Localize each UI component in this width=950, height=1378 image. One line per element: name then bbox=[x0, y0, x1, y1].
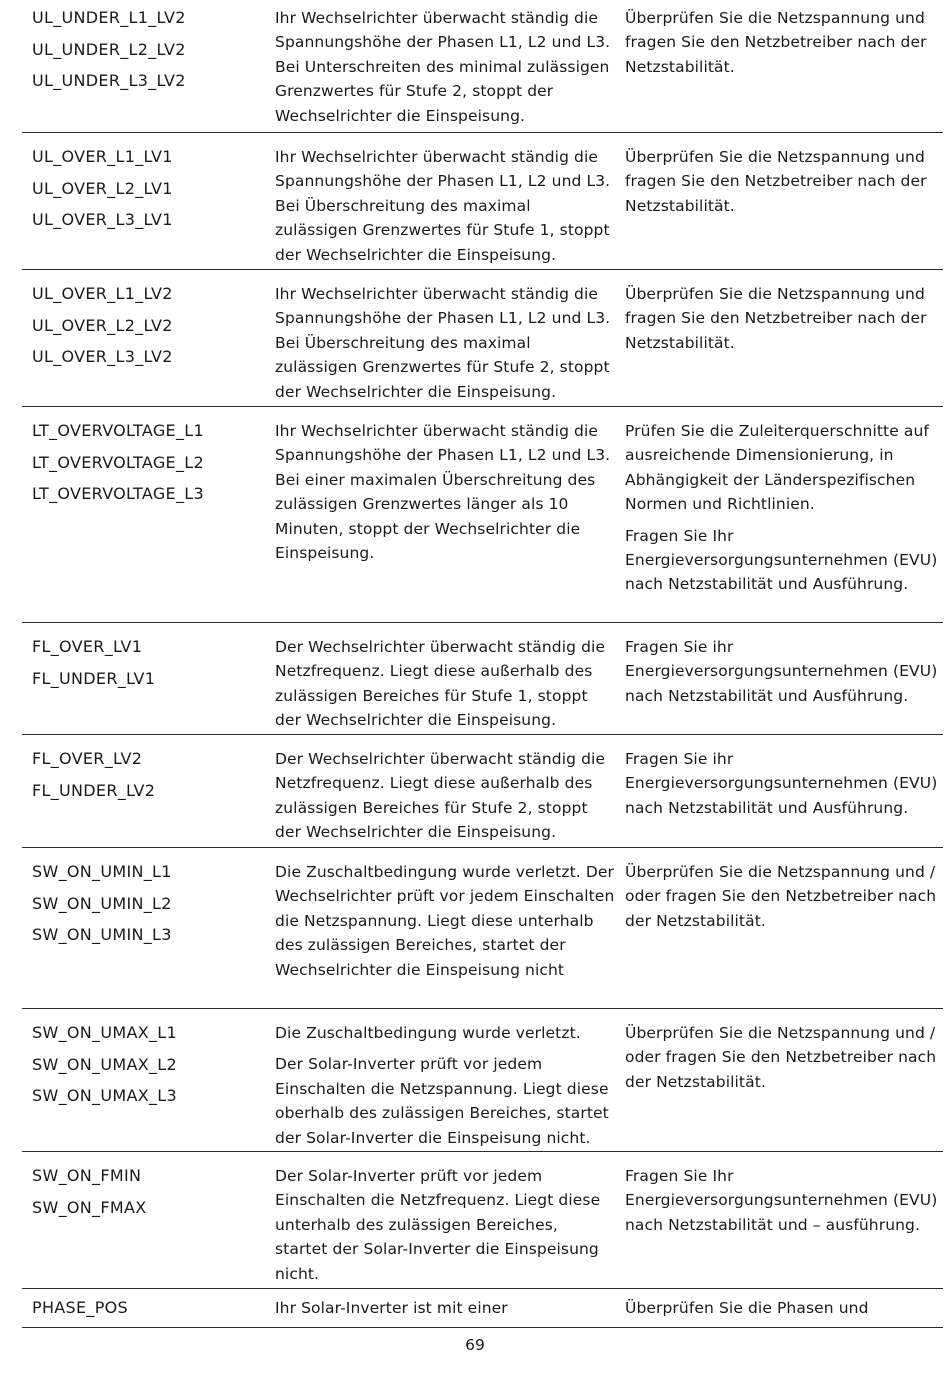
action-text: Fragen Sie ihr Energieversorgungsunternehmen (EVU) nach Netzstabilität und Ausführung. bbox=[625, 750, 938, 817]
error-code: UL_OVER_L2_LV1 bbox=[32, 178, 173, 198]
error-code-cell bbox=[22, 631, 265, 734]
error-code-cell bbox=[22, 1017, 265, 1151]
error-code: SW_ON_UMAX_L2 bbox=[32, 1054, 177, 1074]
description-text: Ihr Wechselrichter überwacht ständig die Spannungshöhe der Phasen L1, L2 und L3. Bei einer maximalen Überschreitung des zulässigen Grenzwertes länger als 10 Minuten, stoppt der Wechselrichter die Einspeisung. bbox=[275, 422, 611, 563]
error-code: LT_OVERVOLTAGE_L1 bbox=[32, 421, 204, 440]
error-code: SW_ON_UMAX_L1 bbox=[32, 1023, 177, 1042]
description-cell bbox=[265, 278, 615, 406]
error-code: UL_OVER_L2_LV2 bbox=[32, 315, 173, 335]
action-cell bbox=[615, 743, 943, 847]
table-row bbox=[22, 270, 943, 407]
action-cell bbox=[615, 278, 943, 406]
description-text: Der Wechselrichter überwacht ständig die Netzfrequenz. Liegt diese außerhalb des zulässigen Bereiches für Stufe 1, stoppt der Wechselrichter die Einspeisung. bbox=[275, 638, 606, 730]
error-code: UL_UNDER_L1_LV2 bbox=[32, 8, 186, 27]
table-row bbox=[22, 133, 943, 270]
action-cell bbox=[615, 856, 943, 1008]
error-code: UL_OVER_L3_LV2 bbox=[32, 347, 173, 366]
description-text: Der Solar-Inverter prüft vor jedem Einschalten die Netzspannung. Liegt diese oberhalb des zulässigen Bereiches, startet der Solar-Inverter die Einspeisung nicht. bbox=[275, 1055, 609, 1147]
error-code: FL_UNDER_LV1 bbox=[32, 668, 156, 688]
action-cell bbox=[615, 2, 943, 132]
action-text: Überprüfen Sie die Netzspannung und / oder fragen Sie den Netzbetreiber nach der Netzstabilität. bbox=[625, 1024, 937, 1091]
error-code: SW_ON_FMAX bbox=[32, 1197, 147, 1217]
error-code: FL_OVER_LV1 bbox=[32, 637, 143, 656]
error-code: PHASE_POS bbox=[32, 1298, 128, 1317]
description-cell bbox=[265, 631, 615, 734]
description-cell bbox=[265, 415, 615, 622]
error-table bbox=[22, 0, 943, 1328]
description-text: Die Zuschaltbedingung wurde verletzt. bbox=[275, 1024, 581, 1042]
action-text: Fragen Sie ihr Energieversorgungsunternehmen (EVU) nach Netzstabilität und Ausführung. bbox=[625, 638, 938, 705]
table-row bbox=[22, 735, 943, 848]
error-code-cell bbox=[22, 415, 265, 622]
action-cell bbox=[615, 631, 943, 734]
action-cell bbox=[615, 141, 943, 269]
error-code-cell bbox=[22, 743, 265, 847]
action-cell bbox=[615, 1160, 943, 1288]
error-code: FL_OVER_LV2 bbox=[32, 749, 143, 768]
table-row bbox=[22, 1152, 943, 1289]
error-code-cell bbox=[22, 278, 265, 406]
description-cell bbox=[265, 141, 615, 269]
error-code-cell bbox=[22, 141, 265, 269]
description-text: Ihr Wechselrichter überwacht ständig die Spannungshöhe der Phasen L1, L2 und L3. Bei Überschreitung des maximal zulässigen Grenzwertes für Stufe 1, stoppt der Wechselrichter die Einspeisung. bbox=[275, 148, 611, 264]
error-code: FL_UNDER_LV2 bbox=[32, 780, 156, 800]
error-code: UL_OVER_L1_LV2 bbox=[32, 284, 173, 303]
description-cell bbox=[265, 856, 615, 1008]
description-text: Ihr Wechselrichter überwacht ständig die Spannungshöhe der Phasen L1, L2 und L3. Bei Überschreitung des maximal zulässigen Grenzwertes für Stufe 2, stoppt der Wechselrichter die Einspeisung. bbox=[275, 285, 611, 401]
description-text: Die Zuschaltbedingung wurde verletzt. Der Wechselrichter prüft vor jedem Einschalten die Netzspannung. Liegt diese unterhalb des zulässigen Bereiches, startet der Wechselrichter die Einspeisung nicht bbox=[275, 863, 615, 979]
action-text: Überprüfen Sie die Netzspannung und fragen Sie den Netzbetreiber nach der Netzstabilität. bbox=[625, 285, 927, 352]
table-row bbox=[22, 1009, 943, 1152]
error-code-cell bbox=[22, 2, 265, 132]
error-code: LT_OVERVOLTAGE_L2 bbox=[32, 452, 204, 472]
page-number: 69 bbox=[465, 1336, 485, 1354]
table-row bbox=[22, 623, 943, 735]
action-text: Überprüfen Sie die Netzspannung und fragen Sie den Netzbetreiber nach der Netzstabilität. bbox=[625, 9, 927, 76]
error-code: SW_ON_UMIN_L3 bbox=[32, 925, 172, 944]
error-code: SW_ON_UMIN_L1 bbox=[32, 862, 172, 881]
error-code: UL_OVER_L3_LV1 bbox=[32, 210, 173, 229]
action-text: Fragen Sie Ihr Energieversorgungsunternehmen (EVU) nach Netzstabilität und – ausführung. bbox=[625, 1167, 938, 1234]
error-code-cell bbox=[22, 1295, 265, 1327]
error-code: UL_UNDER_L3_LV2 bbox=[32, 71, 186, 90]
error-code: LT_OVERVOLTAGE_L3 bbox=[32, 484, 204, 503]
description-cell bbox=[265, 1295, 615, 1327]
description-cell bbox=[265, 743, 615, 847]
action-cell bbox=[615, 415, 943, 622]
table-row bbox=[22, 1289, 943, 1328]
error-code-cell bbox=[22, 856, 265, 1008]
error-code-cell bbox=[22, 1160, 265, 1288]
description-cell bbox=[265, 1017, 615, 1151]
action-text: Prüfen Sie die Zuleiterquerschnitte auf ausreichende Dimensionierung, in Abhängigkeit der Länderspezifischen Normen und Richtlinien. bbox=[625, 422, 929, 514]
error-code: UL_OVER_L1_LV1 bbox=[32, 147, 173, 166]
description-cell bbox=[265, 2, 615, 132]
error-code: UL_UNDER_L2_LV2 bbox=[32, 39, 186, 59]
description-text: Der Solar-Inverter prüft vor jedem Einschalten die Netzfrequenz. Liegt diese unterhalb des zulässigen Bereiches, startet der Solar-Inverter die Einspeisung nicht. bbox=[275, 1167, 601, 1283]
description-text: Ihr Solar-Inverter ist mit einer bbox=[275, 1299, 508, 1317]
action-text: Fragen Sie Ihr Energieversorgungsunternehmen (EVU) nach Netzstabilität und Ausführung. bbox=[625, 526, 938, 594]
action-text: Überprüfen Sie die Netzspannung und fragen Sie den Netzbetreiber nach der Netzstabilität. bbox=[625, 148, 927, 215]
error-code: SW_ON_UMAX_L3 bbox=[32, 1086, 177, 1105]
description-text: Ihr Wechselrichter überwacht ständig die Spannungshöhe der Phasen L1, L2 und L3. Bei Unterschreiten des minimal zulässigen Grenzwertes für Stufe 2, stoppt der Wechselrichter die Einspeisung. bbox=[275, 9, 611, 125]
table-row bbox=[22, 407, 943, 623]
description-text: Der Wechselrichter überwacht ständig die Netzfrequenz. Liegt diese außerhalb des zulässigen Bereiches für Stufe 2, stoppt der Wechselrichter die Einspeisung. bbox=[275, 750, 606, 842]
table-row bbox=[22, 848, 943, 1009]
action-text: Überprüfen Sie die Netzspannung und / oder fragen Sie den Netzbetreiber nach der Netzstabilität. bbox=[625, 863, 937, 930]
table-row bbox=[22, 0, 943, 133]
description-cell bbox=[265, 1160, 615, 1288]
error-code: SW_ON_FMIN bbox=[32, 1166, 142, 1185]
action-cell bbox=[615, 1295, 943, 1327]
action-cell bbox=[615, 1017, 943, 1151]
action-text: Überprüfen Sie die Phasen und bbox=[625, 1299, 869, 1317]
error-code: SW_ON_UMIN_L2 bbox=[32, 893, 172, 913]
